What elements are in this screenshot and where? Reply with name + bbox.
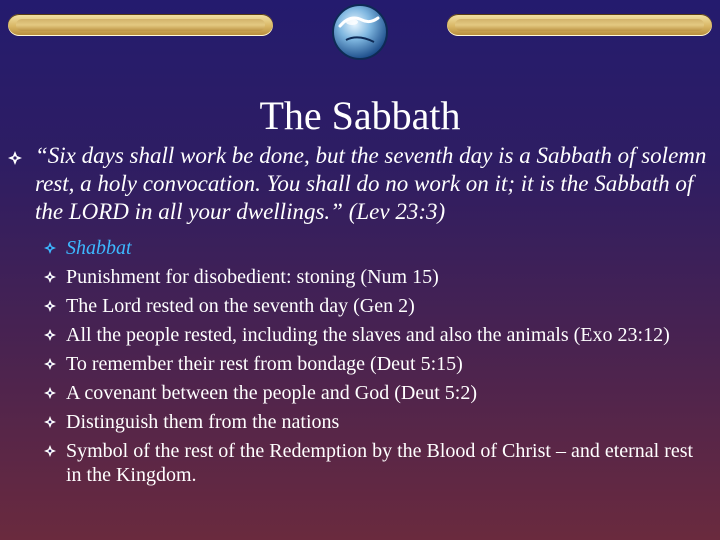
diamond-bullet-icon [44, 358, 56, 370]
left-gold-banner [8, 14, 273, 36]
globe-icon [326, 0, 394, 62]
diamond-bullet-icon [44, 416, 56, 428]
diamond-bullet-icon [44, 300, 56, 312]
diamond-bullet-icon [8, 151, 22, 165]
list-item-text: Shabbat [66, 237, 132, 259]
list-item-text: Punishment for disobedient: stoning (Num 15) [66, 266, 439, 288]
list-item [42, 294, 712, 318]
list-item-text: The Lord rested on the seventh day (Gen 2) [66, 295, 415, 317]
diamond-bullet-icon [44, 387, 56, 399]
list-item-text: Symbol of the rest of the Redemption by the Blood of Christ – and eternal rest in the Kingdom. [66, 440, 694, 486]
list-item [42, 439, 712, 487]
list-item-text: Distinguish them from the nations [66, 411, 340, 433]
bullet-list [42, 236, 712, 492]
list-item [42, 352, 712, 376]
list-item [42, 381, 712, 405]
list-item-text: A covenant between the people and God (Deut 5:2) [66, 382, 477, 404]
list-item-text: All the people rested, including the slaves and also the animals (Exo 23:12) [66, 324, 670, 346]
slide-title: The Sabbath [259, 93, 461, 138]
list-item-text: To remember their rest from bondage (Deut 5:15) [66, 353, 463, 375]
right-gold-banner [447, 14, 712, 36]
list-item [42, 236, 712, 260]
scripture-quote: “Six days shall work be done, but the seventh day is a Sabbath of solemn rest, a holy convocation. You shall do no work on it; it is the Sabbath of the LORD in all your dwellings.” (Lev 23:3) [35, 143, 707, 224]
diamond-bullet-icon [44, 329, 56, 341]
diamond-bullet-icon [44, 242, 56, 254]
diamond-bullet-icon [44, 445, 56, 457]
list-item [42, 265, 712, 289]
list-item [42, 410, 712, 434]
list-item [42, 323, 712, 347]
diamond-bullet-icon [44, 271, 56, 283]
